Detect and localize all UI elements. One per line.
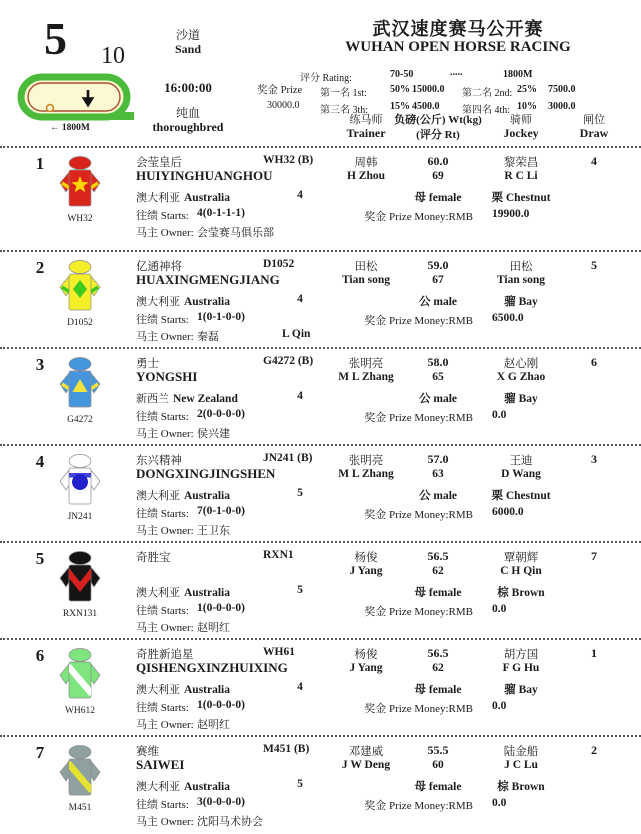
horse-number: 7 xyxy=(35,743,45,762)
page-title-en: WUHAN OPEN HORSE RACING xyxy=(345,39,571,55)
coat-color: 骝 Bay xyxy=(504,684,538,696)
silks-code: M451 xyxy=(68,803,92,813)
silks-code: RXN131 xyxy=(62,609,98,619)
horse-reg-code: D1052 xyxy=(263,258,295,270)
jockey-silks-icon xyxy=(56,258,104,316)
country-cn: 新西兰 xyxy=(136,393,169,405)
col-weight-cn: 负磅(公斤) Wt(kg) xyxy=(394,114,482,126)
horse-country xyxy=(136,778,230,794)
horse-number: 6 xyxy=(35,646,45,665)
coat-color: 棕 Brown xyxy=(497,781,545,793)
country-en: Australia xyxy=(184,781,230,793)
trainer-en: J Yang xyxy=(349,662,383,674)
starts-label: 往绩 Starts: xyxy=(136,702,189,714)
horse-number: 4 xyxy=(35,452,45,471)
trainer-cn: 张明亮 xyxy=(348,455,384,467)
surface-en: Sand xyxy=(174,42,202,56)
horse-row xyxy=(0,638,641,735)
horse-row xyxy=(0,250,641,347)
owner-label: 马主 Owner: xyxy=(136,622,194,634)
country-en: Australia xyxy=(184,192,230,204)
horse-number: 5 xyxy=(35,549,45,568)
country-cn: 澳大利亚 xyxy=(136,587,180,599)
prize-money-label: 奖金 Prize Money:RMB xyxy=(364,606,473,618)
silks-code: G4272 xyxy=(67,415,93,425)
jockey-en: Tian song xyxy=(496,274,546,286)
prize-money-value: 19900.0 xyxy=(492,208,530,220)
prize-money-value: 0.0 xyxy=(492,603,507,615)
rating-value: 63 xyxy=(432,468,444,480)
starts-label: 往绩 Starts: xyxy=(136,210,189,222)
prize-2nd-pct: 25% xyxy=(517,84,537,95)
jockey-en: F G Hu xyxy=(502,662,540,674)
horse-country xyxy=(136,189,230,205)
sex-value: 公 male xyxy=(418,393,458,405)
starts-value: 1(0-0-0-0) xyxy=(197,699,245,711)
rating-value: 62 xyxy=(432,662,444,674)
prize-money-label: 奖金 Prize Money:RMB xyxy=(364,315,473,327)
draw-value: 2 xyxy=(591,743,597,757)
horse-country xyxy=(136,584,230,600)
horse-number: 3 xyxy=(35,355,45,374)
breed-cn: 纯血 xyxy=(175,106,201,120)
country-cn: 澳大利亚 xyxy=(136,192,180,204)
jockey-en: J C Lu xyxy=(504,759,538,771)
prize-money-value: 0.0 xyxy=(492,409,507,421)
race-number-secondary: 10 xyxy=(101,43,125,69)
col-draw-en: Draw xyxy=(579,126,609,140)
coat-color: 栗 Chestnut xyxy=(491,490,551,502)
prize-2nd-amt: 7500.0 xyxy=(548,84,576,95)
sex-value: 母 female xyxy=(414,192,462,204)
jockey-en: R C Li xyxy=(504,170,538,182)
owner-value: 赵明红 xyxy=(197,622,230,634)
country-en: Australia xyxy=(184,296,230,308)
owner-label: 马主 Owner: xyxy=(136,525,194,537)
starts-label: 往绩 Starts: xyxy=(136,799,189,811)
rating-value: 60 xyxy=(432,759,444,771)
horse-age: 4 xyxy=(297,681,303,693)
horse-name-cn: 勇士 xyxy=(136,358,159,370)
horse-reg-code: G4272 (B) xyxy=(263,355,314,367)
owner-label: 马主 Owner: xyxy=(136,428,194,440)
horse-name-cn: 奇胜新追星 xyxy=(136,649,194,661)
silks-code: WH32 xyxy=(67,214,93,224)
horse-name-en: SAIWEI xyxy=(136,757,185,772)
silks-code: WH612 xyxy=(64,706,96,716)
country-cn: 澳大利亚 xyxy=(136,781,180,793)
jockey-en: D Wang xyxy=(501,468,541,480)
owner-value: 侯兴建 xyxy=(197,428,230,440)
prize-4th-amt: 3000.0 xyxy=(548,101,576,112)
draw-value: 6 xyxy=(591,355,597,369)
track-diagram-icon xyxy=(16,72,138,129)
country-en: Australia xyxy=(184,490,230,502)
sex-value: 母 female xyxy=(414,781,462,793)
owner-value-en: L Qin xyxy=(282,328,311,340)
country-cn: 澳大利亚 xyxy=(136,490,180,502)
trainer-cn: 田松 xyxy=(354,261,378,273)
horse-name-cn: 奇胜宝 xyxy=(136,552,171,564)
jockey-cn: 覃朝辉 xyxy=(503,552,539,564)
prize-1st-amt: 15000.0 xyxy=(412,84,445,95)
col-jockey-en: Jockey xyxy=(503,126,539,140)
prize-money-label: 奖金 Prize Money:RMB xyxy=(364,703,473,715)
horse-reg-code: JN241 (B) xyxy=(263,452,313,464)
horse-row xyxy=(0,541,641,638)
owner-value: 沈阳马术协会 xyxy=(197,816,263,828)
rating-label: 评分 Rating: xyxy=(300,73,352,84)
horse-age: 4 xyxy=(297,293,303,305)
horse-country xyxy=(136,293,230,309)
page-title-cn: 武汉速度赛马公开赛 xyxy=(372,19,544,39)
horse-age: 4 xyxy=(297,189,303,201)
horse-name-en: DONGXINGJINGSHEN xyxy=(136,466,276,481)
prize-1st-label: 第一名 1st: xyxy=(320,88,367,99)
draw-value: 1 xyxy=(591,646,597,660)
rating-value: 62 xyxy=(432,565,444,577)
trainer-cn: 杨俊 xyxy=(354,649,378,661)
prize-money-value: 6500.0 xyxy=(492,312,524,324)
horse-name-en: YONGSHI xyxy=(136,369,198,384)
owner-label: 马主 Owner: xyxy=(136,719,194,731)
rating-value: 67 xyxy=(432,274,444,286)
horse-name-en: QISHENGXINZHUIXING xyxy=(136,660,288,675)
starts-value: 7(0-1-0-0) xyxy=(197,505,245,517)
jockey-cn: 胡方国 xyxy=(503,649,539,661)
rating-dashes: ..... xyxy=(450,67,463,78)
owner-value: 赵明红 xyxy=(197,719,230,731)
owner-value: 会莹赛马俱乐部 xyxy=(197,227,274,239)
coat-color: 栗 Chestnut xyxy=(491,192,551,204)
jockey-en: C H Qin xyxy=(500,565,542,577)
starts-label: 往绩 Starts: xyxy=(136,605,189,617)
prize-3rd-label: 第三名 3th: xyxy=(320,105,369,116)
country-cn: 澳大利亚 xyxy=(136,684,180,696)
starts-label: 往绩 Starts: xyxy=(136,411,189,423)
rating-value: 69 xyxy=(432,170,444,182)
jockey-cn: 黎荣昌 xyxy=(503,157,539,169)
sex-value: 母 female xyxy=(414,587,462,599)
horse-reg-code: M451 (B) xyxy=(263,743,310,755)
starts-value: 2(0-0-0-0) xyxy=(197,408,245,420)
jockey-silks-icon xyxy=(56,154,104,212)
horse-country xyxy=(136,487,230,503)
rating-distance: 1800M xyxy=(503,69,533,80)
prize-4th-label: 第四名 4th: xyxy=(462,105,511,116)
owner-value: 王卫东 xyxy=(197,525,230,537)
country-cn: 澳大利亚 xyxy=(136,296,180,308)
owner-label: 马主 Owner: xyxy=(136,816,194,828)
trainer-en: J W Deng xyxy=(341,759,391,771)
starts-value: 1(0-1-0-0) xyxy=(197,311,245,323)
trainer-en: Tian song xyxy=(341,274,391,286)
trainer-en: M L Zhang xyxy=(338,371,394,383)
jockey-silks-icon xyxy=(56,549,104,607)
weight-value: 56.5 xyxy=(427,549,449,563)
col-jockey-cn: 骑师 xyxy=(510,114,532,126)
horse-list xyxy=(0,146,641,834)
trainer-cn: 周韩 xyxy=(354,157,378,169)
jockey-silks-icon xyxy=(56,743,104,801)
starts-value: 4(0-1-1-1) xyxy=(197,207,245,219)
starts-value: 1(0-0-0-0) xyxy=(197,602,245,614)
sex-value: 公 male xyxy=(418,490,458,502)
prize-money-value: 0.0 xyxy=(492,700,507,712)
weight-value: 60.0 xyxy=(427,154,449,168)
horse-name-cn: 东兴精神 xyxy=(136,455,182,467)
trainer-en: J Yang xyxy=(349,565,383,577)
horse-name-en: HUIYINGHUANGHOU xyxy=(136,168,273,183)
jockey-silks-icon xyxy=(56,355,104,413)
horse-row xyxy=(0,735,641,834)
weight-value: 55.5 xyxy=(427,743,449,757)
owner-label: 马主 Owner: xyxy=(136,227,194,239)
trainer-cn: 邓建威 xyxy=(348,746,384,758)
breed-en: thoroughbred xyxy=(152,120,224,134)
silks-code: D1052 xyxy=(67,318,93,328)
prize-total: 30000.0 xyxy=(267,100,300,111)
weight-value: 57.0 xyxy=(427,452,449,466)
prize-money-value: 6000.0 xyxy=(492,506,524,518)
weight-value: 56.5 xyxy=(427,646,449,660)
horse-row xyxy=(0,146,641,250)
draw-value: 5 xyxy=(591,258,597,272)
starts-label: 往绩 Starts: xyxy=(136,508,189,520)
jockey-cn: 陆金船 xyxy=(503,746,539,758)
owner-label: 马主 Owner: xyxy=(136,331,194,343)
sex-value: 公 male xyxy=(418,296,458,308)
col-weight-en: (评分 Rt) xyxy=(416,129,460,141)
starts-label: 往绩 Starts: xyxy=(136,314,189,326)
horse-name-cn: 会莹皇后 xyxy=(136,157,182,169)
left-arrow-icon: ← xyxy=(50,123,60,133)
col-trainer-cn: 练马师 xyxy=(349,114,383,126)
horse-age: 4 xyxy=(297,390,303,402)
horse-age: 5 xyxy=(297,778,303,790)
horse-reg-code: RXN1 xyxy=(263,549,294,561)
horse-name-cn: 亿通神将 xyxy=(136,261,182,273)
prize-money-label: 奖金 Prize Money:RMB xyxy=(364,509,473,521)
prize-label: 奖金 Prize xyxy=(257,85,303,96)
horse-number: 2 xyxy=(35,258,45,277)
jockey-en: X G Zhao xyxy=(496,371,546,383)
owner-value: 秦磊 xyxy=(197,331,219,343)
horse-name-en: HUAXINGMENGJIANG xyxy=(136,272,280,287)
horse-number: 1 xyxy=(35,154,45,173)
horse-age: 5 xyxy=(297,487,303,499)
horse-age: 5 xyxy=(297,584,303,596)
jockey-silks-icon xyxy=(56,452,104,510)
prize-1st-pct: 50% xyxy=(390,84,410,95)
jockey-cn: 王迪 xyxy=(509,455,533,467)
trainer-cn: 张明亮 xyxy=(348,358,384,370)
horse-name-cn: 赛维 xyxy=(136,746,159,758)
jockey-cn: 田松 xyxy=(509,261,533,273)
horse-country xyxy=(136,390,238,406)
trainer-en: H Zhou xyxy=(346,170,386,182)
prize-money-label: 奖金 Prize Money:RMB xyxy=(364,800,473,812)
race-time: 16:00:00 xyxy=(164,80,212,95)
track-distance: ← 1800M xyxy=(50,123,90,133)
horse-row xyxy=(0,347,641,444)
rating-value: 65 xyxy=(432,371,444,383)
prize-money-label: 奖金 Prize Money:RMB xyxy=(364,412,473,424)
prize-3rd-amt: 4500.0 xyxy=(412,101,440,112)
col-draw-cn: 闸位 xyxy=(583,114,605,126)
draw-value: 3 xyxy=(591,452,597,466)
prize-2nd-label: 第二名 2nd: xyxy=(462,88,513,99)
draw-value: 4 xyxy=(591,154,597,168)
prize-4th-pct: 10% xyxy=(517,101,537,112)
surface-cn: 沙道 xyxy=(175,28,201,42)
coat-color: 骝 Bay xyxy=(504,296,538,308)
sex-value: 母 female xyxy=(414,684,462,696)
weight-value: 59.0 xyxy=(427,258,449,272)
trainer-en: M L Zhang xyxy=(338,468,394,480)
country-en: Australia xyxy=(184,587,230,599)
horse-row xyxy=(0,444,641,541)
prize-money-value: 0.0 xyxy=(492,797,507,809)
silks-code: JN241 xyxy=(67,512,93,522)
horse-country xyxy=(136,681,230,697)
coat-color: 棕 Brown xyxy=(497,587,545,599)
coat-color: 骝 Bay xyxy=(504,393,538,405)
horse-reg-code: WH61 xyxy=(263,646,295,658)
horse-reg-code: WH32 (B) xyxy=(263,154,314,166)
race-number: 5 xyxy=(44,13,67,64)
rating-value: 70-50 xyxy=(390,69,414,80)
col-trainer-en: Trainer xyxy=(346,126,386,140)
trainer-cn: 杨俊 xyxy=(354,552,378,564)
country-en: New Zealand xyxy=(173,393,238,405)
weight-value: 58.0 xyxy=(427,355,449,369)
prize-3rd-pct: 15% xyxy=(390,101,410,112)
starts-value: 3(0-0-0-0) xyxy=(197,796,245,808)
jockey-cn: 赵心刚 xyxy=(503,358,539,370)
draw-value: 7 xyxy=(591,549,597,563)
country-en: Australia xyxy=(184,684,230,696)
prize-money-label: 奖金 Prize Money:RMB xyxy=(364,211,473,223)
jockey-silks-icon xyxy=(56,646,104,704)
